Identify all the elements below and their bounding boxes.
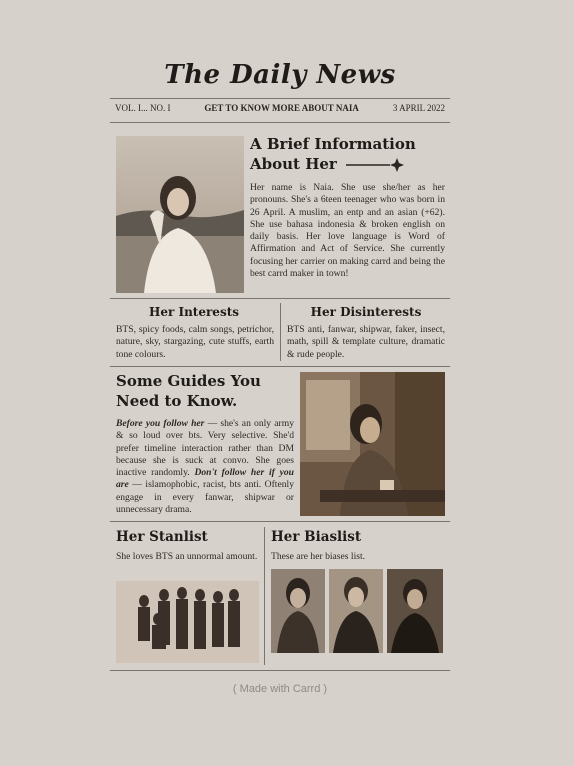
follow-label: Before you follow her bbox=[116, 418, 205, 429]
masthead-rule-top bbox=[110, 98, 450, 99]
biaslist-text: These are her biases list. bbox=[271, 551, 366, 562]
biaslist-title: Her Biaslist bbox=[271, 529, 362, 545]
headline-label: GET TO KNOW MORE ABOUT NAIA bbox=[204, 103, 359, 113]
divider-star-icon bbox=[346, 158, 404, 172]
stan-bias-divider bbox=[264, 527, 265, 665]
guides-title bbox=[116, 372, 296, 411]
brief-rule bbox=[110, 298, 450, 299]
dont-follow-label: Don't follow her if you are bbox=[116, 467, 294, 491]
interests-divider bbox=[280, 303, 281, 361]
dont-follow-text: — islamophobic, racist, bts anti. Oftenly engage in every fanwar, shipwar or unnecessary drama. bbox=[116, 479, 294, 516]
brief-title-line1: A Brief Information bbox=[250, 135, 416, 153]
guides-title-line2: Need to Know. bbox=[116, 391, 238, 410]
bias-photo-1 bbox=[271, 569, 325, 653]
footer-rule bbox=[110, 670, 450, 671]
group-photo bbox=[116, 581, 259, 663]
disinterests-title: Her Disinterests bbox=[310, 305, 422, 319]
interests-text: BTS, spicy foods, calm songs, petrichor, nature, sky, stargazing, cute stuffs, earth tone colours. bbox=[116, 324, 274, 360]
cafe-photo bbox=[300, 372, 445, 516]
masthead-rule-bottom bbox=[110, 122, 450, 123]
volume-label: VOL. I... NO. I bbox=[115, 103, 171, 113]
brief-text: Her name is Naia. She use she/her as her pronouns. She's a 6teen teenager who was born in 26 April. A muslim, an entp and an asian (+62). She use bahasa indonesia & broken english on daily basis. Her love language is Word of Affirmation and Act of Service. She currently focusing her carrier on making carrd and being the best carrd maker in town! bbox=[250, 182, 445, 280]
interests-title: Her Interests bbox=[149, 305, 239, 319]
masthead-title: The Daily News bbox=[164, 60, 396, 90]
made-with-carrd-link[interactable]: ( Made with Carrd ) bbox=[232, 683, 328, 695]
stanlist-text: She loves BTS an unnormal amount. bbox=[116, 551, 258, 562]
interests-rule bbox=[110, 366, 450, 367]
date-label: 3 APRIL 2022 bbox=[392, 103, 445, 113]
bias-photo-2 bbox=[329, 569, 383, 653]
disinterests-text: BTS anti, fanwar, shipwar, faker, insect, math, spill & template culture, dramatic & rude people. bbox=[287, 324, 445, 360]
guides-text bbox=[116, 418, 294, 516]
guides-rule bbox=[110, 521, 450, 522]
info-bar bbox=[115, 103, 445, 113]
follow-text: — she's an only army & so loud over bts. Very selective. She'd prefer timeline interaction rather than DM because she is suck at convo. She goes inactive randomly. bbox=[116, 418, 294, 479]
stanlist-title: Her Stanlist bbox=[116, 529, 208, 545]
guides-title-line1: Some Guides You bbox=[116, 372, 261, 390]
brief-title-line2-wrap bbox=[250, 155, 450, 175]
brief-title-line2: About Her bbox=[250, 154, 337, 173]
profile-photo bbox=[116, 136, 244, 293]
brief-title bbox=[250, 135, 450, 174]
bias-photo-3 bbox=[387, 569, 443, 653]
